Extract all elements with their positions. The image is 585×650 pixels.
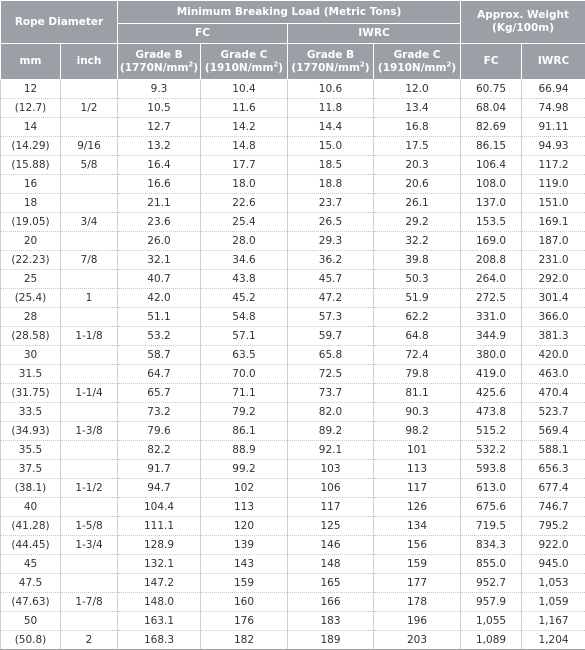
cell-mm: (44.45)	[1, 536, 61, 555]
table-row	[1, 460, 585, 479]
cell-iwrc-grade-c: 98.2	[374, 422, 461, 441]
cell-weight-iwrc: 523.7	[522, 403, 585, 422]
table-row	[1, 194, 585, 213]
cell-iwrc-grade-b: 14.4	[288, 118, 374, 137]
cell-weight-iwrc: 463.0	[522, 365, 585, 384]
cell-weight-fc: 331.0	[461, 308, 522, 327]
cell-weight-iwrc: 381.3	[522, 327, 585, 346]
cell-weight-iwrc: 366.0	[522, 308, 585, 327]
cell-mm: (38.1)	[1, 479, 61, 498]
cell-weight-fc: 515.2	[461, 422, 522, 441]
cell-weight-iwrc: 66.94	[522, 80, 585, 99]
cell-fc-grade-b: 91.7	[118, 460, 201, 479]
cell-mm: 30	[1, 346, 61, 365]
cell-inch: 5/8	[61, 156, 118, 175]
cell-iwrc-grade-b: 89.2	[288, 422, 374, 441]
cell-weight-fc: 719.5	[461, 517, 522, 536]
cell-weight-fc: 1,055	[461, 612, 522, 631]
cell-iwrc-grade-b: 59.7	[288, 327, 374, 346]
cell-fc-grade-c: 159	[201, 574, 288, 593]
cell-weight-iwrc: 656.3	[522, 460, 585, 479]
table-row	[1, 346, 585, 365]
cell-weight-fc: 834.3	[461, 536, 522, 555]
cell-iwrc-grade-b: 125	[288, 517, 374, 536]
cell-inch	[61, 498, 118, 517]
table-row	[1, 99, 585, 118]
cell-fc-grade-c: 17.7	[201, 156, 288, 175]
cell-inch: 1/2	[61, 99, 118, 118]
cell-iwrc-grade-c: 117	[374, 479, 461, 498]
cell-mm: 12	[1, 80, 61, 99]
table-row	[1, 365, 585, 384]
cell-fc-grade-b: 73.2	[118, 403, 201, 422]
table-row	[1, 80, 585, 99]
grade-c-label: Grade C	[394, 49, 441, 61]
cell-weight-fc: 1,089	[461, 631, 522, 650]
cell-iwrc-grade-b: 47.2	[288, 289, 374, 308]
cell-iwrc-grade-b: 103	[288, 460, 374, 479]
cell-fc-grade-b: 64.7	[118, 365, 201, 384]
cell-inch: 1-3/8	[61, 422, 118, 441]
cell-mm: (15.88)	[1, 156, 61, 175]
header-rope-diameter: Rope Diameter	[1, 1, 118, 44]
cell-fc-grade-b: 13.2	[118, 137, 201, 156]
cell-weight-iwrc: 569.4	[522, 422, 585, 441]
approx-weight-title: Approx. Weight	[477, 9, 569, 21]
cell-weight-iwrc: 677.4	[522, 479, 585, 498]
cell-iwrc-grade-c: 134	[374, 517, 461, 536]
cell-weight-fc: 473.8	[461, 403, 522, 422]
table-row	[1, 441, 585, 460]
cell-iwrc-grade-b: 29.3	[288, 232, 374, 251]
cell-fc-grade-c: 28.0	[201, 232, 288, 251]
cell-weight-iwrc: 231.0	[522, 251, 585, 270]
cell-iwrc-grade-c: 113	[374, 460, 461, 479]
cell-fc-grade-b: 21.1	[118, 194, 201, 213]
cell-weight-fc: 675.6	[461, 498, 522, 517]
cell-weight-fc: 208.8	[461, 251, 522, 270]
cell-weight-iwrc: 746.7	[522, 498, 585, 517]
cell-fc-grade-b: 12.7	[118, 118, 201, 137]
table-row	[1, 137, 585, 156]
cell-fc-grade-b: 58.7	[118, 346, 201, 365]
cell-iwrc-grade-c: 17.5	[374, 137, 461, 156]
cell-fc-grade-c: 25.4	[201, 213, 288, 232]
cell-iwrc-grade-b: 146	[288, 536, 374, 555]
cell-inch	[61, 441, 118, 460]
cell-inch	[61, 80, 118, 99]
cell-fc-grade-c: 43.8	[201, 270, 288, 289]
cell-iwrc-grade-b: 183	[288, 612, 374, 631]
cell-mm: (28.58)	[1, 327, 61, 346]
cell-inch: 1-1/2	[61, 479, 118, 498]
cell-inch	[61, 308, 118, 327]
cell-mm: 31.5	[1, 365, 61, 384]
cell-inch: 1-3/4	[61, 536, 118, 555]
cell-iwrc-grade-c: 32.2	[374, 232, 461, 251]
cell-fc-grade-c: 88.9	[201, 441, 288, 460]
cell-fc-grade-c: 182	[201, 631, 288, 650]
cell-iwrc-grade-c: 79.8	[374, 365, 461, 384]
cell-fc-grade-b: 94.7	[118, 479, 201, 498]
cell-fc-grade-b: 53.2	[118, 327, 201, 346]
table-row	[1, 289, 585, 308]
cell-weight-iwrc: 187.0	[522, 232, 585, 251]
cell-iwrc-grade-b: 82.0	[288, 403, 374, 422]
cell-weight-fc: 344.9	[461, 327, 522, 346]
cell-mm: 18	[1, 194, 61, 213]
table-row	[1, 631, 585, 650]
cell-weight-iwrc: 169.1	[522, 213, 585, 232]
cell-fc-grade-b: 82.2	[118, 441, 201, 460]
cell-iwrc-grade-c: 62.2	[374, 308, 461, 327]
cell-iwrc-grade-c: 101	[374, 441, 461, 460]
table-row	[1, 175, 585, 194]
header-iwrc-grade-c	[374, 44, 461, 80]
cell-fc-grade-b: 32.1	[118, 251, 201, 270]
table-row	[1, 308, 585, 327]
table-row	[1, 156, 585, 175]
grade-b-label: Grade B	[307, 49, 354, 61]
cell-weight-iwrc: 588.1	[522, 441, 585, 460]
cell-weight-fc: 60.75	[461, 80, 522, 99]
table-row	[1, 270, 585, 289]
cell-fc-grade-c: 10.4	[201, 80, 288, 99]
header-fc: FC	[118, 24, 288, 44]
cell-fc-grade-b: 128.9	[118, 536, 201, 555]
table-row	[1, 232, 585, 251]
cell-fc-grade-b: 147.2	[118, 574, 201, 593]
header-fc-grade-c	[201, 44, 288, 80]
cell-fc-grade-b: 16.6	[118, 175, 201, 194]
grade-b-strength: $(1770N/mm^2)$	[291, 62, 369, 74]
cell-weight-fc: 264.0	[461, 270, 522, 289]
cell-mm: (47.63)	[1, 593, 61, 612]
cell-inch: 9/16	[61, 137, 118, 156]
cell-iwrc-grade-c: 20.6	[374, 175, 461, 194]
cell-inch	[61, 232, 118, 251]
cell-weight-iwrc: 470.4	[522, 384, 585, 403]
cell-weight-iwrc: 292.0	[522, 270, 585, 289]
cell-inch	[61, 365, 118, 384]
cell-weight-iwrc: 945.0	[522, 555, 585, 574]
table-body	[1, 80, 585, 650]
cell-iwrc-grade-b: 117	[288, 498, 374, 517]
cell-mm: (22.23)	[1, 251, 61, 270]
cell-fc-grade-c: 176	[201, 612, 288, 631]
cell-weight-fc: 957.9	[461, 593, 522, 612]
cell-inch	[61, 175, 118, 194]
cell-fc-grade-c: 71.1	[201, 384, 288, 403]
cell-mm: 50	[1, 612, 61, 631]
cell-fc-grade-b: 111.1	[118, 517, 201, 536]
cell-iwrc-grade-c: 51.9	[374, 289, 461, 308]
cell-mm: (25.4)	[1, 289, 61, 308]
cell-fc-grade-c: 113	[201, 498, 288, 517]
cell-iwrc-grade-c: 178	[374, 593, 461, 612]
cell-mm: (41.28)	[1, 517, 61, 536]
cell-fc-grade-c: 22.6	[201, 194, 288, 213]
cell-fc-grade-b: 168.3	[118, 631, 201, 650]
cell-fc-grade-b: 42.0	[118, 289, 201, 308]
header-iwrc: IWRC	[288, 24, 461, 44]
table-row	[1, 384, 585, 403]
cell-weight-fc: 613.0	[461, 479, 522, 498]
cell-weight-fc: 425.6	[461, 384, 522, 403]
cell-iwrc-grade-c: 90.3	[374, 403, 461, 422]
table-row	[1, 422, 585, 441]
cell-mm: (31.75)	[1, 384, 61, 403]
cell-weight-fc: 82.69	[461, 118, 522, 137]
cell-iwrc-grade-c: 50.3	[374, 270, 461, 289]
cell-inch: 3/4	[61, 213, 118, 232]
cell-iwrc-grade-b: 65.8	[288, 346, 374, 365]
cell-iwrc-grade-b: 106	[288, 479, 374, 498]
cell-iwrc-grade-b: 15.0	[288, 137, 374, 156]
cell-fc-grade-c: 18.0	[201, 175, 288, 194]
grade-c-strength: $(1910N/mm^2)$	[378, 62, 456, 74]
cell-inch	[61, 118, 118, 137]
cell-inch	[61, 612, 118, 631]
cell-inch	[61, 346, 118, 365]
cell-weight-iwrc: 1,204	[522, 631, 585, 650]
cell-mm: 33.5	[1, 403, 61, 422]
cell-inch	[61, 403, 118, 422]
cell-weight-iwrc: 1,167	[522, 612, 585, 631]
table-row	[1, 118, 585, 137]
cell-iwrc-grade-b: 36.2	[288, 251, 374, 270]
cell-mm: (34.93)	[1, 422, 61, 441]
approx-weight-unit: (Kg/100m)	[492, 22, 554, 34]
cell-weight-fc: 108.0	[461, 175, 522, 194]
cell-iwrc-grade-c: 196	[374, 612, 461, 631]
cell-iwrc-grade-b: 73.7	[288, 384, 374, 403]
cell-weight-iwrc: 301.4	[522, 289, 585, 308]
header-inch: inch	[61, 44, 118, 80]
table-row	[1, 574, 585, 593]
cell-weight-fc: 68.04	[461, 99, 522, 118]
cell-iwrc-grade-b: 92.1	[288, 441, 374, 460]
table-row	[1, 213, 585, 232]
cell-fc-grade-b: 10.5	[118, 99, 201, 118]
cell-weight-fc: 952.7	[461, 574, 522, 593]
cell-iwrc-grade-c: 16.8	[374, 118, 461, 137]
cell-mm: 45	[1, 555, 61, 574]
cell-fc-grade-b: 23.6	[118, 213, 201, 232]
cell-weight-fc: 106.4	[461, 156, 522, 175]
cell-fc-grade-c: 120	[201, 517, 288, 536]
cell-iwrc-grade-b: 18.8	[288, 175, 374, 194]
cell-weight-fc: 380.0	[461, 346, 522, 365]
cell-weight-iwrc: 119.0	[522, 175, 585, 194]
header-weight-iwrc: IWRC	[522, 44, 585, 80]
cell-fc-grade-c: 57.1	[201, 327, 288, 346]
table-row	[1, 555, 585, 574]
cell-weight-fc: 86.15	[461, 137, 522, 156]
cell-fc-grade-b: 104.4	[118, 498, 201, 517]
cell-iwrc-grade-c: 26.1	[374, 194, 461, 213]
cell-mm: (12.7)	[1, 99, 61, 118]
table-row	[1, 479, 585, 498]
cell-iwrc-grade-c: 13.4	[374, 99, 461, 118]
cell-mm: 28	[1, 308, 61, 327]
cell-fc-grade-b: 163.1	[118, 612, 201, 631]
cell-weight-fc: 272.5	[461, 289, 522, 308]
cell-iwrc-grade-c: 81.1	[374, 384, 461, 403]
cell-weight-iwrc: 91.11	[522, 118, 585, 137]
header-min-breaking-load: Minimum Breaking Load (Metric Tons)	[118, 1, 461, 24]
cell-mm: (19.05)	[1, 213, 61, 232]
cell-iwrc-grade-c: 126	[374, 498, 461, 517]
cell-iwrc-grade-b: 57.3	[288, 308, 374, 327]
cell-fc-grade-b: 9.3	[118, 80, 201, 99]
grade-b-label: Grade B	[135, 49, 182, 61]
cell-fc-grade-c: 79.2	[201, 403, 288, 422]
cell-fc-grade-b: 26.0	[118, 232, 201, 251]
table-row	[1, 536, 585, 555]
cell-mm: 47.5	[1, 574, 61, 593]
cell-fc-grade-c: 86.1	[201, 422, 288, 441]
cell-iwrc-grade-b: 165	[288, 574, 374, 593]
cell-weight-iwrc: 922.0	[522, 536, 585, 555]
cell-fc-grade-c: 143	[201, 555, 288, 574]
cell-fc-grade-c: 70.0	[201, 365, 288, 384]
table-row	[1, 327, 585, 346]
cell-mm: 25	[1, 270, 61, 289]
cell-mm: 37.5	[1, 460, 61, 479]
cell-fc-grade-c: 11.6	[201, 99, 288, 118]
cell-weight-iwrc: 94.93	[522, 137, 585, 156]
cell-weight-iwrc: 1,053	[522, 574, 585, 593]
cell-fc-grade-b: 148.0	[118, 593, 201, 612]
table-row	[1, 517, 585, 536]
cell-iwrc-grade-b: 26.5	[288, 213, 374, 232]
cell-iwrc-grade-c: 29.2	[374, 213, 461, 232]
cell-iwrc-grade-b: 10.6	[288, 80, 374, 99]
cell-iwrc-grade-c: 12.0	[374, 80, 461, 99]
cell-fc-grade-c: 34.6	[201, 251, 288, 270]
cell-fc-grade-c: 63.5	[201, 346, 288, 365]
header-weight-fc: FC	[461, 44, 522, 80]
cell-inch	[61, 460, 118, 479]
cell-iwrc-grade-b: 11.8	[288, 99, 374, 118]
cell-inch: 1-7/8	[61, 593, 118, 612]
cell-iwrc-grade-c: 64.8	[374, 327, 461, 346]
cell-fc-grade-b: 132.1	[118, 555, 201, 574]
cell-weight-iwrc: 795.2	[522, 517, 585, 536]
cell-weight-iwrc: 74.98	[522, 99, 585, 118]
header-iwrc-grade-b	[288, 44, 374, 80]
cell-fc-grade-c: 139	[201, 536, 288, 555]
header-mm: mm	[1, 44, 61, 80]
cell-mm: 14	[1, 118, 61, 137]
cell-inch: 1-5/8	[61, 517, 118, 536]
cell-weight-fc: 137.0	[461, 194, 522, 213]
cell-mm: 16	[1, 175, 61, 194]
cell-iwrc-grade-c: 39.8	[374, 251, 461, 270]
cell-iwrc-grade-b: 23.7	[288, 194, 374, 213]
cell-fc-grade-c: 99.2	[201, 460, 288, 479]
cell-inch: 2	[61, 631, 118, 650]
cell-weight-fc: 153.5	[461, 213, 522, 232]
cell-iwrc-grade-c: 72.4	[374, 346, 461, 365]
cell-inch: 1-1/8	[61, 327, 118, 346]
cell-mm: 20	[1, 232, 61, 251]
cell-iwrc-grade-c: 20.3	[374, 156, 461, 175]
table-row	[1, 251, 585, 270]
cell-iwrc-grade-b: 45.7	[288, 270, 374, 289]
cell-weight-fc: 169.0	[461, 232, 522, 251]
cell-iwrc-grade-b: 166	[288, 593, 374, 612]
cell-weight-iwrc: 1,059	[522, 593, 585, 612]
cell-fc-grade-c: 54.8	[201, 308, 288, 327]
header-approx-weight	[461, 1, 585, 44]
cell-iwrc-grade-c: 156	[374, 536, 461, 555]
cell-mm: (14.29)	[1, 137, 61, 156]
table-row	[1, 612, 585, 631]
cell-fc-grade-b: 51.1	[118, 308, 201, 327]
cell-mm: 40	[1, 498, 61, 517]
table-header	[1, 1, 585, 80]
cell-weight-fc: 419.0	[461, 365, 522, 384]
grade-b-strength: $(1770N/mm^2)$	[120, 62, 198, 74]
cell-inch	[61, 194, 118, 213]
cell-weight-fc: 855.0	[461, 555, 522, 574]
cell-fc-grade-c: 45.2	[201, 289, 288, 308]
cell-iwrc-grade-b: 72.5	[288, 365, 374, 384]
cell-mm: 35.5	[1, 441, 61, 460]
cell-inch: 1-1/4	[61, 384, 118, 403]
table-row	[1, 593, 585, 612]
cell-inch	[61, 555, 118, 574]
cell-inch: 1	[61, 289, 118, 308]
cell-fc-grade-b: 79.6	[118, 422, 201, 441]
cell-iwrc-grade-c: 177	[374, 574, 461, 593]
cell-fc-grade-c: 160	[201, 593, 288, 612]
cell-weight-iwrc: 151.0	[522, 194, 585, 213]
cell-inch: 7/8	[61, 251, 118, 270]
grade-c-strength: $(1910N/mm^2)$	[205, 62, 283, 74]
cell-fc-grade-b: 16.4	[118, 156, 201, 175]
cell-iwrc-grade-b: 18.5	[288, 156, 374, 175]
cell-inch	[61, 574, 118, 593]
table-row	[1, 403, 585, 422]
cell-iwrc-grade-c: 159	[374, 555, 461, 574]
table-row	[1, 498, 585, 517]
cell-iwrc-grade-c: 203	[374, 631, 461, 650]
cell-weight-iwrc: 117.2	[522, 156, 585, 175]
cell-inch	[61, 270, 118, 289]
cell-fc-grade-b: 40.7	[118, 270, 201, 289]
cell-fc-grade-c: 14.8	[201, 137, 288, 156]
cell-fc-grade-c: 14.2	[201, 118, 288, 137]
cell-weight-fc: 532.2	[461, 441, 522, 460]
grade-c-label: Grade C	[221, 49, 268, 61]
cell-weight-fc: 593.8	[461, 460, 522, 479]
cell-weight-iwrc: 420.0	[522, 346, 585, 365]
header-fc-grade-b	[118, 44, 201, 80]
cell-fc-grade-c: 102	[201, 479, 288, 498]
cell-iwrc-grade-b: 148	[288, 555, 374, 574]
cell-fc-grade-b: 65.7	[118, 384, 201, 403]
cell-iwrc-grade-b: 189	[288, 631, 374, 650]
cell-mm: (50.8)	[1, 631, 61, 650]
